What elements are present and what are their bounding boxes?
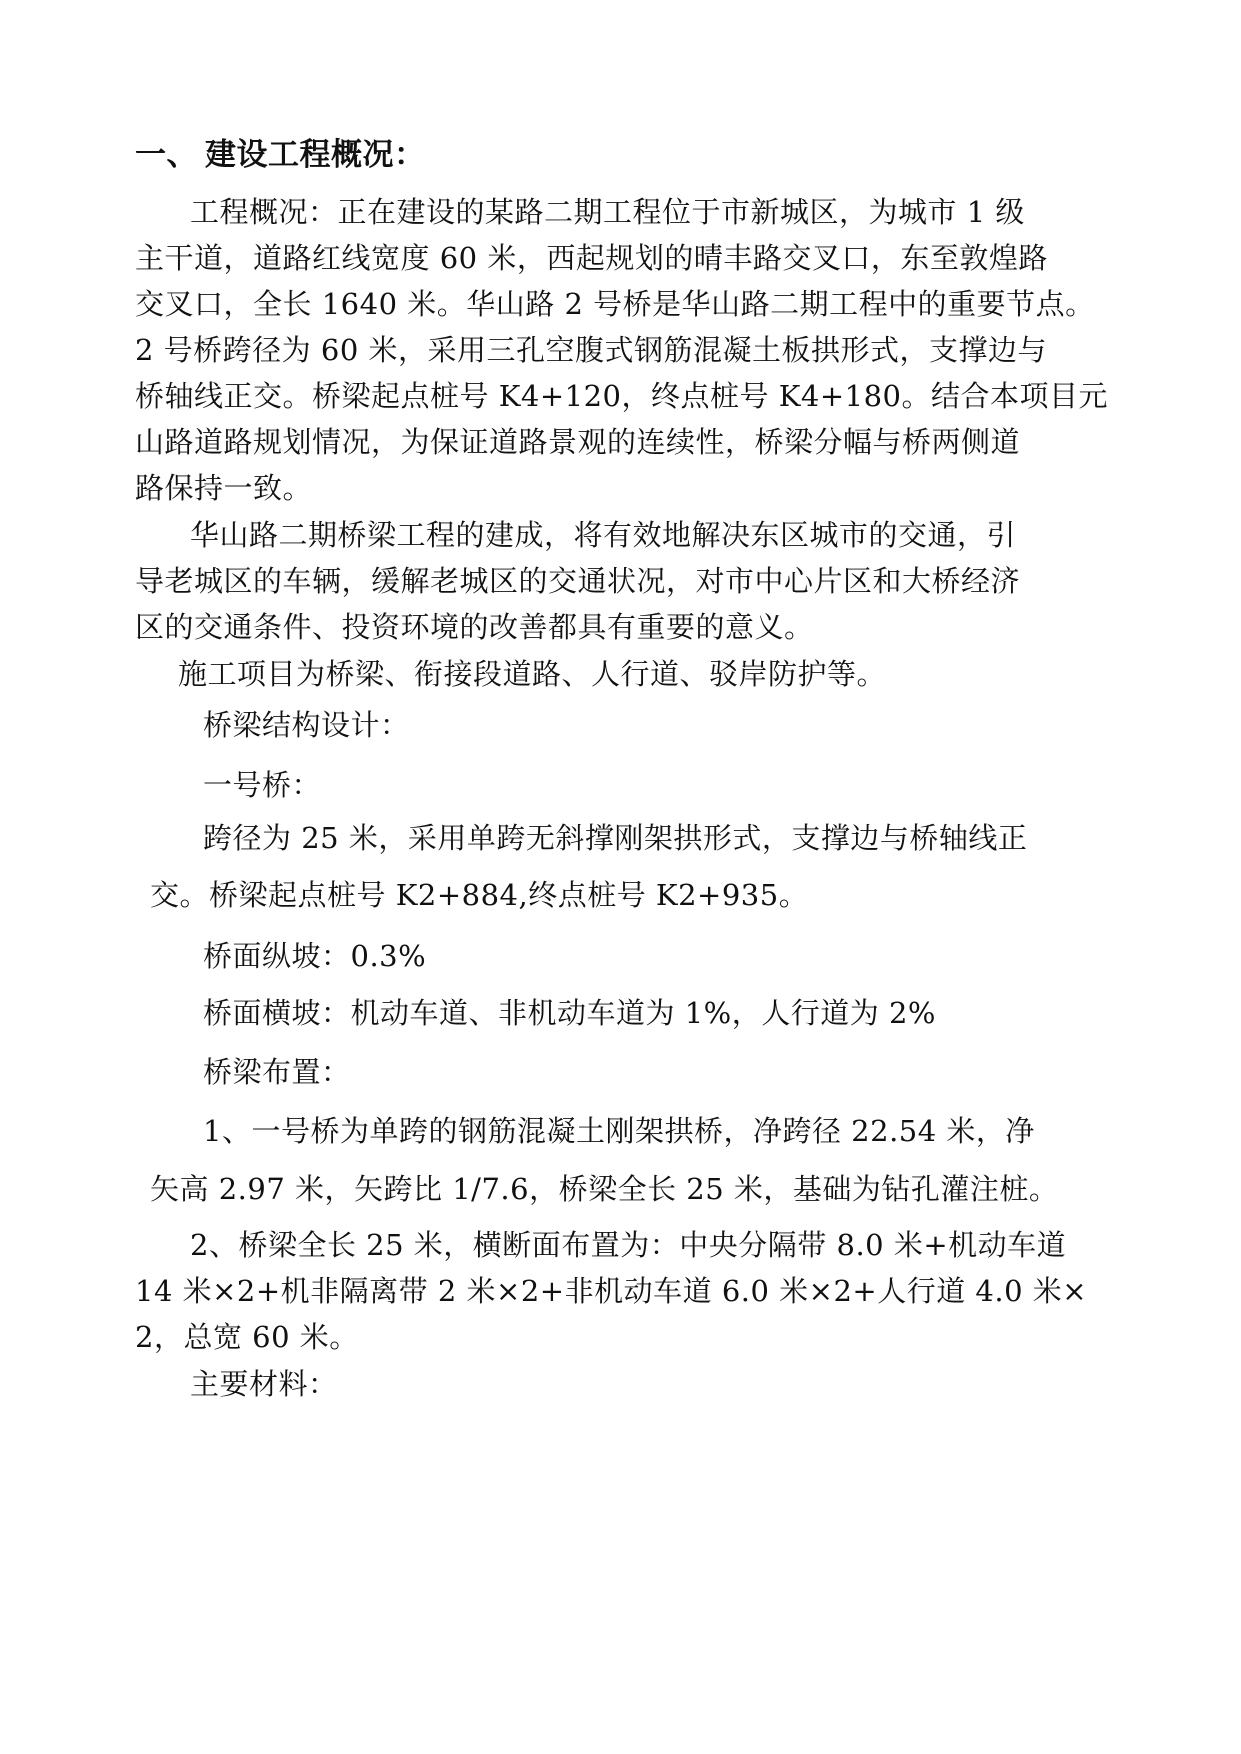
- paragraph-line: 14 米×2+机非隔离带 2 米×2+非机动车道 6.0 米×2+人行道 4.0 米×: [135, 1274, 1088, 1308]
- paragraph-line: 主干道，道路红线宽度 60 米，西起规划的晴丰路交叉口，东至敦煌路: [135, 241, 1048, 275]
- paragraph-line: 桥面纵坡：0.3%: [203, 939, 427, 973]
- paragraph-line: 桥轴线正交。桥梁起点桩号 K4+120，终点桩号 K4+180。结合本项目元: [135, 379, 1108, 413]
- paragraph-line: 矢高 2.97 米，矢跨比 1/7.6，桥梁全长 25 米，基础为钻孔灌注桩。: [150, 1172, 1059, 1206]
- paragraph-line: 交叉口，全长 1640 米。华山路 2 号桥是华山路二期工程中的重要节点。: [135, 287, 1095, 321]
- paragraph-line: 2 号桥跨径为 60 米，采用三孔空腹式钢筋混凝土板拱形式，支撑边与: [135, 333, 1048, 367]
- section-heading: [135, 138, 426, 172]
- paragraph-line: 路保持一致。: [135, 471, 313, 505]
- paragraph-line: 跨径为 25 米，采用单跨无斜撑刚架拱形式，支撑边与桥轴线正: [203, 821, 1028, 855]
- paragraph-line: 桥面横坡：机动车道、非机动车道为 1%，人行道为 2%: [203, 996, 936, 1030]
- paragraph-line: 1、一号桥为单跨的钢筋混凝土刚架拱桥，净跨径 22.54 米，净: [203, 1114, 1035, 1148]
- paragraph-line: 华山路二期桥梁工程的建成，将有效地解决东区城市的交通，引: [190, 518, 1017, 552]
- section-title: 建设工程概况：: [205, 137, 426, 173]
- section-number: 一、: [135, 137, 198, 173]
- paragraph-line: 工程概况：正在建设的某路二期工程位于市新城区，为城市 1 级: [190, 195, 1025, 229]
- paragraph-line: 区的交通条件、投资环境的改善都具有重要的意义。: [135, 610, 814, 644]
- paragraph-line: 交。桥梁起点桩号 K2+884,终点桩号 K2+935。: [150, 878, 809, 912]
- paragraph-line: 山路道路规划情况，为保证道路景观的连续性，桥梁分幅与桥两侧道: [135, 425, 1021, 459]
- paragraph-line: 桥梁结构设计：: [203, 708, 410, 742]
- paragraph-line: 桥梁布置：: [203, 1055, 351, 1089]
- paragraph-line: 2，总宽 60 米。: [135, 1320, 359, 1354]
- paragraph-line: 导老城区的车辆，缓解老城区的交通状况，对市中心片区和大桥经济: [135, 564, 1021, 598]
- paragraph-line: 施工项目为桥梁、衔接段道路、人行道、驳岸防护等。: [178, 657, 887, 691]
- paragraph-line: 2、桥梁全长 25 米，横断面布置为：中央分隔带 8.0 米+机动车道: [190, 1228, 1067, 1262]
- paragraph-line: 主要材料：: [190, 1367, 338, 1401]
- paragraph-line: 一号桥：: [203, 768, 322, 802]
